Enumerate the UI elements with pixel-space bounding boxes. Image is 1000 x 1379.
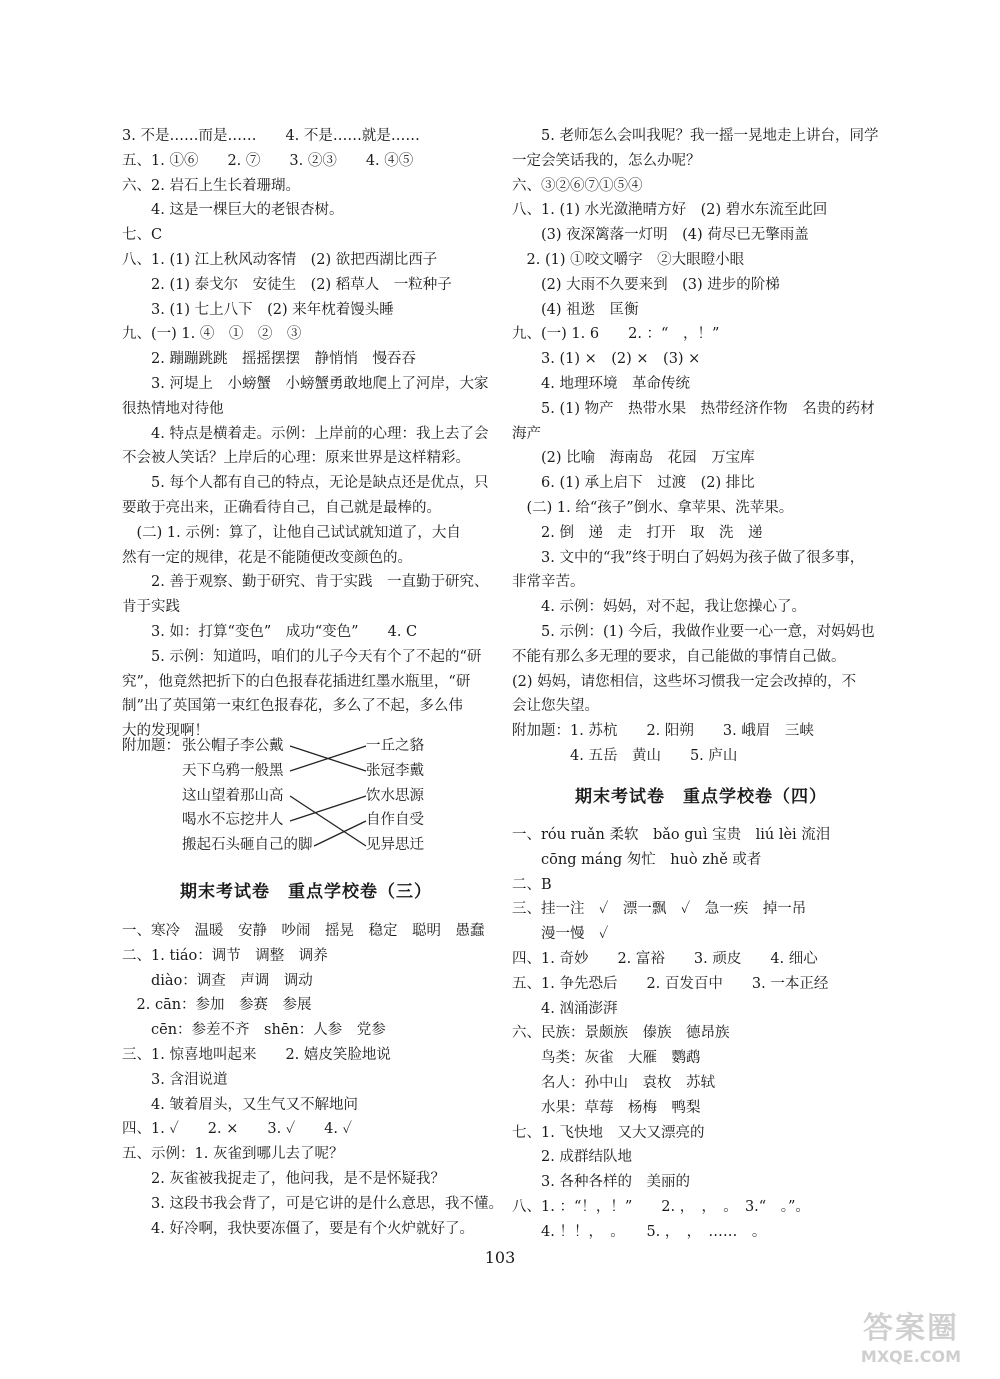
answer-line: 五、1. 争先恐后 2. 百发百中 3. 一本正经 <box>512 975 829 992</box>
matching-left-item: 搬起石头砸自己的脚 <box>182 837 313 854</box>
answer-line: 八、1. (1) 水光潋滟晴方好 (2) 碧水东流至此回 <box>512 202 828 219</box>
answer-line: 不会被人笑话？上岸后的心理：原来世界是这样精彩。 <box>122 450 470 467</box>
answer-line: 究”，他竟然把折下的白色报春花插进红墨水瓶里，“研 <box>122 673 471 690</box>
answer-line: 九、(一) 1. ④ ① ② ③ <box>122 326 302 343</box>
answer-line: 六、2. 岩石上生长着珊瑚。 <box>122 177 300 194</box>
answer-line: 大的发现啊！ <box>122 723 209 740</box>
answer-line: 2. 灰雀被我捉走了，他问我，是不是怀疑我？ <box>122 1170 445 1187</box>
answer-line: 五、示例：1. 灰雀到哪儿去了呢？ <box>122 1146 344 1163</box>
answer-line: (4) 祖逖 匡衡 <box>512 301 639 318</box>
matching-right-item: 饮水思源 <box>366 787 424 804</box>
answer-line: 4. 地理环境 革命传统 <box>512 375 690 392</box>
answer-line: 4. 五岳 黄山 5. 庐山 <box>512 747 738 764</box>
answer-line: (2) 大雨不久要来到 (3) 进步的阶梯 <box>512 276 780 293</box>
answer-line: 七、1. 飞快地 又大又漂亮的 <box>512 1124 705 1141</box>
answer-line: 附加题：1. 苏杭 2. 阳朔 3. 峨眉 三峡 <box>512 723 814 740</box>
watermark-top: 答案圈 <box>863 1311 959 1346</box>
answer-line: 3. (1) × (2) × (3) × <box>512 351 701 368</box>
answer-line: 4. 汹涌澎湃 <box>512 1000 618 1017</box>
match-line-4 <box>290 796 366 821</box>
answer-line: 制”出了英国第一束红色报春花，多么了不起，多么伟 <box>122 698 463 715</box>
answer-line: 3. 如：打算“变色” 成功“变色” 4. C <box>122 623 418 640</box>
answer-line: 八、1. (1) 江上秋风动客情 (2) 欲把西湖比西子 <box>122 251 438 268</box>
answer-line: 鸟类：灰雀 大雁 鹦鹉 <box>512 1050 701 1067</box>
matching-right-item: 见异思迁 <box>366 837 424 854</box>
answer-line: 水果：草莓 杨梅 鸭梨 <box>512 1099 701 1116</box>
answer-line: 4. 示例：妈妈，对不起，我让您操心了。 <box>512 599 806 616</box>
answer-line: 2. 倒 递 走 打开 取 洗 递 <box>512 524 763 541</box>
matching-right-item: 张冠李戴 <box>366 762 424 779</box>
answer-line: 6. (1) 承上启下 过渡 (2) 排比 <box>512 475 755 492</box>
answer-line: 肯于实践 <box>122 599 180 616</box>
answer-line: 2. 善于观察、勤于研究、肯于实践 一直勤于研究、 <box>122 574 489 591</box>
answer-line: 然有一定的规律，花是不能随便改变颜色的。 <box>122 549 412 566</box>
answer-line: 2. 成群结队地 <box>512 1149 632 1166</box>
answer-line: 要敢于亮出来，正确看待自己，自己就是最棒的。 <box>122 499 441 516</box>
answer-line: 2. (1) ①咬文嚼字 ②大眼瞪小眼 <box>512 251 745 268</box>
answer-line: 一定会笑话我的，怎么办呢？ <box>512 152 701 169</box>
answer-line: 3. 各种各样的 美丽的 <box>512 1174 690 1191</box>
answer-line: 六、③②⑥⑦①⑤④ <box>512 177 643 194</box>
answer-line: 二、1. tiáo：调节 调整 调养 <box>122 947 328 964</box>
matching-left-item: 这山望着那山高 <box>182 787 284 804</box>
answer-line: 4. 好冷啊，我快要冻僵了，要是有个火炉就好了。 <box>122 1220 474 1237</box>
answer-line: 2. 蹦蹦跳跳 摇摇摆摆 静悄悄 慢吞吞 <box>122 351 416 368</box>
answer-line: 4. 特点是横着走。示例：上岸前的心理：我上去了会 <box>122 425 489 442</box>
right-column-bottom <box>512 823 912 1245</box>
answer-line: 七、C <box>122 227 163 244</box>
answer-line: 一、róu ruǎn 柔软 bǎo guì 宝贵 liú lèi 流泪 <box>512 827 831 843</box>
answer-line: (二) 1. 示例：算了，让他自己试试就知道了，大自 <box>122 524 461 541</box>
answer-line: 4. ！！， 。 5. ， ， …… 。 <box>512 1223 767 1240</box>
answer-line: 3. 含泪说道 <box>122 1071 228 1088</box>
left-column <box>122 124 522 744</box>
matching-question <box>122 734 462 864</box>
answer-line: 三、挂一注 ✓ 漂一飘 ✓ 急一疾 掉一吊 <box>512 901 807 918</box>
answer-line: 海产 <box>512 425 541 442</box>
match-line-5 <box>314 821 366 846</box>
matching-right-item: 自作自受 <box>366 812 424 829</box>
section-title-4: 期末考试卷 重点学校卷（四） <box>575 787 827 807</box>
answer-line: 四、1. ✓ 2. × 3. ✓ 4. ✓ <box>122 1121 352 1138</box>
answer-line: 3. 河堤上 小螃蟹 小螃蟹勇敢地爬上了河岸，大家 <box>122 375 489 392</box>
matching-label: 附加题： <box>122 738 180 754</box>
answer-line: 3. 这段书我会背了，可是它讲的是什么意思，我不懂。 <box>122 1195 503 1212</box>
answer-line: (2) 妈妈，请您相信，这些坏习惯我一定会改掉的，不 <box>512 673 857 690</box>
answer-line: 4. 皱着眉头，又生气又不解地问 <box>122 1096 358 1113</box>
answer-line: 一、寒冷 温暖 安静 吵闹 摇晃 稳定 聪明 愚蠢 <box>122 923 485 939</box>
answer-line: 九、(一) 1. 6 2. ：“ ，！” <box>512 326 720 343</box>
answer-line: 4. 这是一棵巨大的老银杏树。 <box>122 202 344 219</box>
answer-line: 2. (1) 泰戈尔 安徒生 (2) 稻草人 一粒种子 <box>122 276 452 293</box>
left-column-bottom <box>122 919 522 1241</box>
answer-line: (3) 夜深篱落一灯明 (4) 荷尽已无擎雨盖 <box>512 227 809 244</box>
answer-line: 不能有那么多无理的要求，自己能做的事情自己做。 <box>512 648 846 665</box>
answer-line: 3. 不是……而是…… 4. 不是……就是…… <box>122 128 420 144</box>
matching-left-item: 张公帽子李公戴 <box>182 738 284 754</box>
answer-line: 非常辛苦。 <box>512 574 585 591</box>
answer-line: 5. 老师怎么会叫我呢？我一摇一晃地走上讲台，同学 <box>512 128 879 144</box>
answer-line: 名人：孙中山 袁枚 苏轼 <box>512 1074 715 1091</box>
watermark-url: MXQE.COM <box>860 1347 962 1366</box>
answer-line: 漫一慢 ✓ <box>512 926 609 943</box>
answer-line: 五、1. ①⑥ 2. ⑦ 3. ②③ 4. ④⑤ <box>122 152 414 169</box>
page-number: 103 <box>484 1248 516 1267</box>
answer-line: cēn：参差不齐 shēn：人参 党参 <box>122 1022 386 1039</box>
right-column <box>512 124 912 769</box>
answer-line: 2. cān：参加 参赛 参展 <box>122 997 312 1014</box>
answer-line: 二、B <box>512 876 552 893</box>
answer-line: 3. 文中的“我”终于明白了妈妈为孩子做了很多事， <box>512 549 865 566</box>
answer-line: 很热情地对待他 <box>122 400 224 417</box>
answer-line: 三、1. 惊喜地叫起来 2. 嬉皮笑脸地说 <box>122 1046 391 1063</box>
answer-line: cōng máng 匆忙 huò zhě 或者 <box>512 851 762 868</box>
section-title-3: 期末考试卷 重点学校卷（三） <box>180 882 432 902</box>
answer-line: 5. 每个人都有自己的特点，无论是缺点还是优点，只 <box>122 475 489 492</box>
answer-line: 会让您失望。 <box>512 698 599 715</box>
answer-line: 四、1. 奇妙 2. 富裕 3. 顽皮 4. 细心 <box>512 950 818 967</box>
matching-right-item: 一丘之貉 <box>366 738 424 754</box>
answer-line: 3. (1) 七上八下 (2) 来年枕着馒头睡 <box>122 301 394 318</box>
answer-line: (二) 1. 给“孩子”倒水、拿苹果、洗苹果。 <box>512 499 794 516</box>
watermark-logo <box>836 1311 986 1371</box>
matching-left-item: 喝水不忘挖井人 <box>182 812 284 829</box>
answer-line: 六、民族：景颇族 傣族 德昂族 <box>512 1025 730 1042</box>
answer-line: 5. 示例：知道吗，咱们的儿子今天有个了不起的“研 <box>122 648 482 665</box>
answer-line: 5. 示例：(1) 今后，我做作业要一心一意，对妈妈也 <box>512 623 875 640</box>
answer-line: (2) 比喻 海南岛 花园 万宝库 <box>512 450 755 467</box>
answer-line: 5. (1) 物产 热带水果 热带经济作物 名贵的药材 <box>512 400 875 417</box>
answer-line: 八、1. ：“！，！” 2. ， ， 。 3.“ 。”。 <box>512 1198 810 1215</box>
answer-line: diào：调查 声调 调动 <box>122 972 313 989</box>
matching-left-item: 天下乌鸦一般黑 <box>182 762 284 779</box>
